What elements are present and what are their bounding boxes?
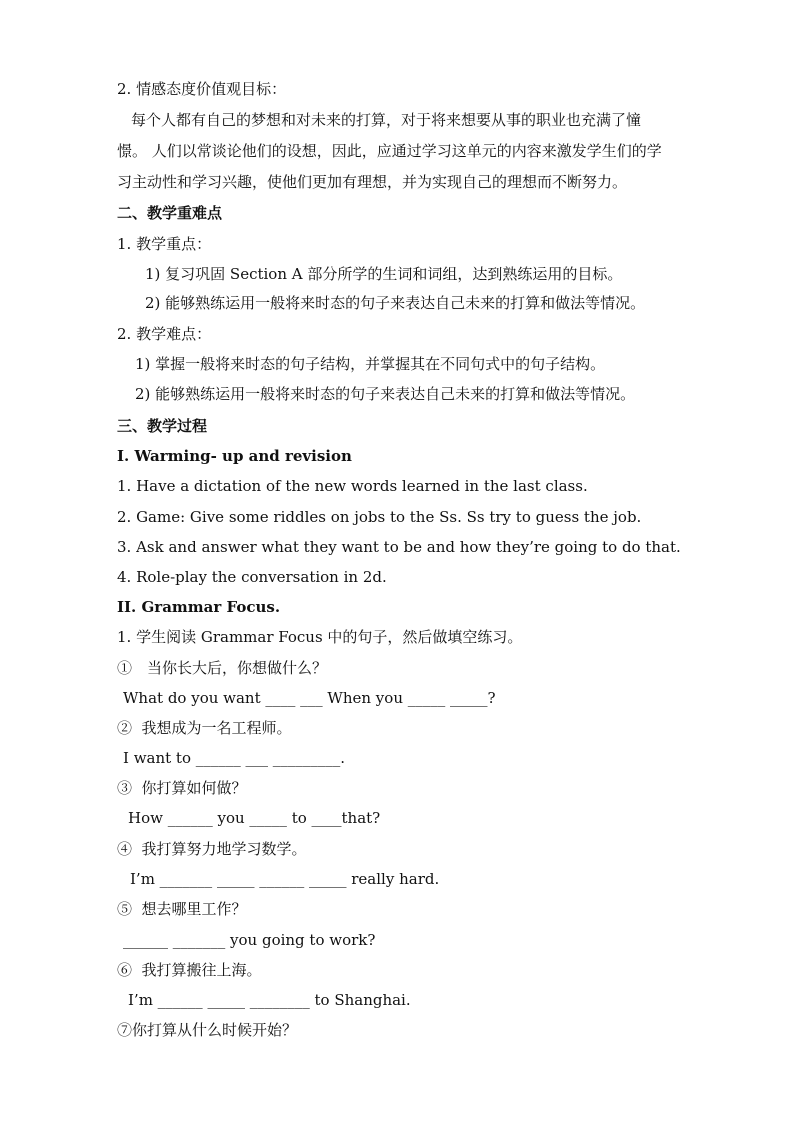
key-point-1: 1) 复习巩固 Section A 部分所学的生词和词组，达到熟练运用的目标。 <box>145 265 623 283</box>
paragraph-line-1: 每个人都有自己的梦想和对未来的打算，对于将来想要从事的职业也充满了憧 <box>131 111 642 129</box>
exercise-5-sentence: ______ _______ you going to work? <box>123 931 376 949</box>
grammar-instruction: 1. 学生阅读 Grammar Focus 中的句子，然后做填空练习。 <box>117 628 523 646</box>
exercise-7-prompt: ⑦你打算从什么时候开始？ <box>117 1021 298 1039</box>
section-heading-process: 三、教学过程 <box>117 417 208 435</box>
exercise-6-sentence: I’m ______ _____ ________ to Shanghai. <box>128 991 411 1009</box>
key-point-2: 2) 能够熟练运用一般将来时态的句子来表达自己未来的打算和做法等情况。 <box>145 294 646 312</box>
part-heading-warming-up: I. Warming- up and revision <box>117 447 352 465</box>
exercise-1-prompt: ① 当你长大后，你想做什么？ <box>117 659 328 677</box>
exercise-5-prompt: ⑤ 想去哪里工作？ <box>117 900 247 918</box>
exercise-3-prompt: ③ 你打算如何做？ <box>117 779 247 797</box>
exercise-2-prompt: ② 我想成为一名工程师。 <box>117 719 292 737</box>
exercise-6-prompt: ⑥ 我打算搬往上海。 <box>117 961 262 979</box>
paragraph-line-2: 憬。 人们以常谈论他们的设想，因此，应通过学习这单元的内容来激发学生们的学 <box>117 142 662 160</box>
exercise-1-sentence: What do you want ____ ___ When you _____ _____? <box>123 689 496 707</box>
objective-heading: 2. 情感态度价值观目标： <box>117 80 287 98</box>
key-points-label: 1. 教学重点： <box>117 235 212 253</box>
part-heading-grammar-focus: II. Grammar Focus. <box>117 598 281 616</box>
warmup-step-4: 4. Role-play the conversation in 2d. <box>117 568 387 586</box>
warmup-step-3: 3. Ask and answer what they want to be and how they’re going to do that. <box>117 538 681 556</box>
warmup-step-1: 1. Have a dictation of the new words learned in the last class. <box>117 477 588 495</box>
difficult-point-1: 1) 掌握一般将来时态的句子结构，并掌握其在不同句式中的句子结构。 <box>135 355 606 373</box>
exercise-2-sentence: I want to ______ ___ _________. <box>123 749 346 767</box>
difficult-point-2: 2) 能够熟练运用一般将来时态的句子来表达自己未来的打算和做法等情况。 <box>135 385 636 403</box>
exercise-4-sentence: I’m _______ _____ ______ _____ really hard. <box>130 870 440 888</box>
exercise-3-sentence: How ______ you _____ to ____that? <box>128 809 381 827</box>
difficult-points-label: 2. 教学难点： <box>117 325 212 343</box>
section-heading-key-points: 二、教学重难点 <box>117 204 223 222</box>
exercise-4-prompt: ④ 我打算努力地学习数学。 <box>117 840 307 858</box>
warmup-step-2: 2. Game: Give some riddles on jobs to the Ss. Ss try to guess the job. <box>117 508 642 526</box>
paragraph-line-3: 习主动性和学习兴趣，使他们更加有理想，并为实现自己的理想而不断努力。 <box>117 173 628 191</box>
